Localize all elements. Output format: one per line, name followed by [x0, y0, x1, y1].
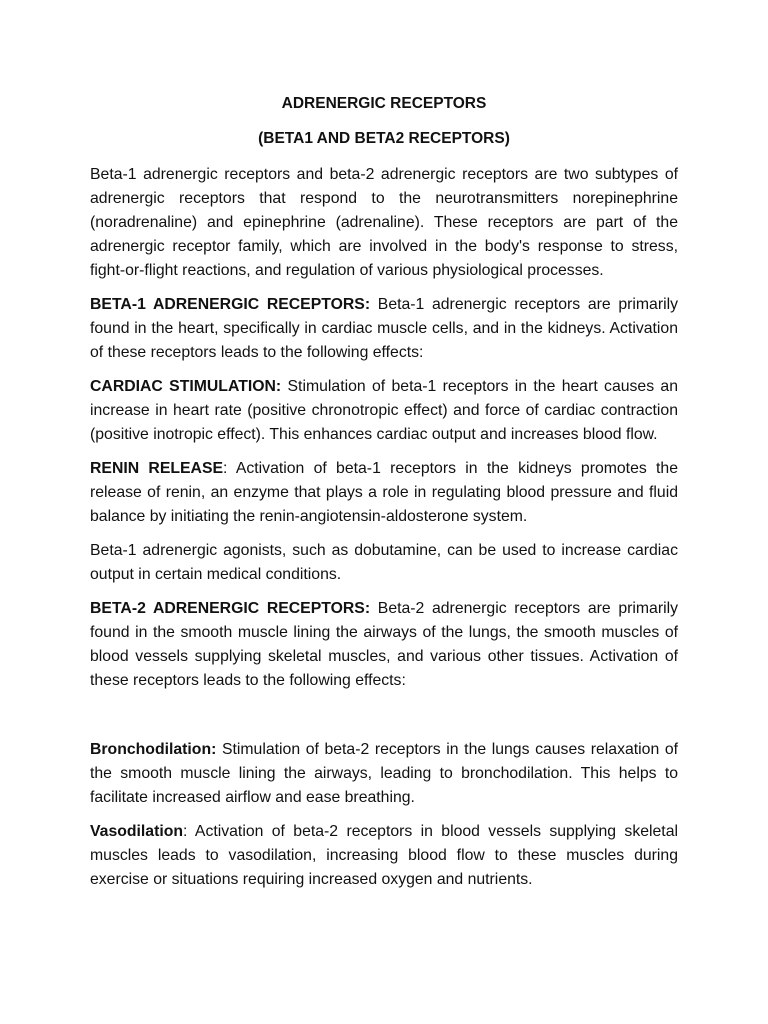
- beta1-heading: BETA-1 ADRENERGIC RECEPTORS:: [90, 296, 371, 313]
- cardiac-heading: CARDIAC STIMULATION:: [90, 378, 282, 395]
- vasodilation-heading: Vasodilation: [90, 823, 184, 840]
- beta1-text: Beta-1 adrenergic receptors are primarily found in the heart, specifically in cardiac muscle cells, and in the kidneys. Activation of these receptors leads to the following effects:: [90, 296, 678, 361]
- vasodilation-paragraph: [90, 820, 678, 892]
- agonists-paragraph: Beta-1 adrenergic agonists, such as dobutamine, can be used to increase cardiac output in certain medical conditions.: [90, 542, 678, 583]
- intro-paragraph: Beta-1 adrenergic receptors and beta-2 adrenergic receptors are two subtypes of adrenergic receptors that respond to the neurotransmitters norepinephrine (noradrenaline) and epinephrine (adrenaline). These receptors are part of the adrenergic receptor family, which are involved in the body's response to stress, fight-or-flight reactions, and regulation of various physiological processes.: [90, 166, 678, 279]
- beta2-text: Beta-2 adrenergic receptors are primarily found in the smooth muscle lining the airways of the lungs, the smooth muscles of blood vessels supplying skeletal muscles, and various other tissues. Activation of these receptors leads to the following effects:: [90, 600, 678, 689]
- bronchodilation-paragraph: [90, 738, 678, 810]
- document-subtitle: (BETA1 AND BETA2 RECEPTORS): [258, 130, 510, 147]
- bronchodilation-heading: Bronchodilation:: [90, 741, 217, 758]
- cardiac-text: Stimulation of beta-1 receptors in the heart causes an increase in heart rate (positive chronotropic effect) and force of cardiac contraction (positive inotropic effect). This enhances cardiac output and increases blood flow.: [90, 378, 678, 443]
- beta2-paragraph: [90, 597, 678, 693]
- vasodilation-text: : Activation of beta-2 receptors in blood vessels supplying skeletal muscles leads to vasodilation, increasing blood flow to these muscles during exercise or situations requiring increased oxygen and nutrients.: [90, 823, 678, 888]
- renin-paragraph: [90, 457, 678, 529]
- cardiac-paragraph: [90, 375, 678, 447]
- renin-text: : Activation of beta-1 receptors in the kidneys promotes the release of renin, an enzyme that plays a role in regulating blood pressure and fluid balance by initiating the renin-angiotensin-aldosterone system.: [90, 460, 678, 525]
- document-title: ADRENERGIC RECEPTORS: [281, 95, 487, 112]
- renin-heading: RENIN RELEASE: [90, 460, 224, 477]
- beta2-heading: BETA-2 ADRENERGIC RECEPTORS:: [90, 600, 371, 617]
- beta1-paragraph: [90, 293, 678, 365]
- bronchodilation-text: Stimulation of beta-2 receptors in the lungs causes relaxation of the smooth muscle lining the airways, leading to bronchodilation. This helps to facilitate increased airflow and ease breathing.: [90, 741, 678, 806]
